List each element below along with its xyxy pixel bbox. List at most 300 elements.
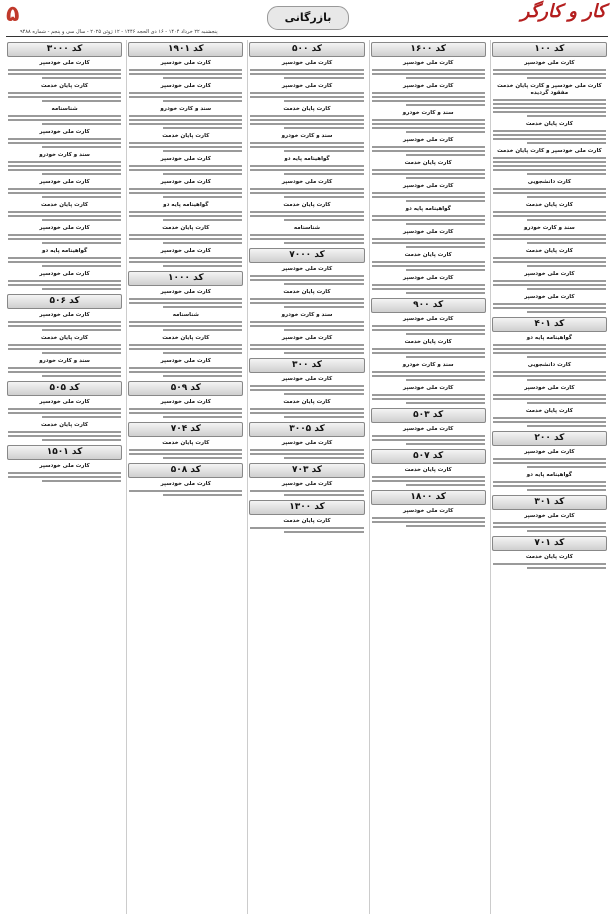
ad-text-line [372, 261, 485, 263]
ad-text-line [493, 284, 606, 286]
ad-text-line [406, 402, 485, 404]
ad-text-line [8, 257, 121, 259]
ad-text-line [493, 522, 606, 524]
classified-ad [372, 362, 485, 381]
ad-text-line [8, 261, 121, 263]
classified-ad [372, 183, 485, 202]
ad-title: گواهینامه پایه دو [284, 156, 330, 162]
classified-ad [493, 60, 606, 79]
ad-text-line [129, 69, 242, 71]
ad-text-line [493, 103, 606, 105]
ad-title: کارت ملی خودسپر [39, 312, 90, 318]
classified-ad [250, 83, 363, 102]
ad-text-line [8, 408, 121, 410]
classified-ad [8, 358, 121, 377]
ad-text-line [250, 142, 363, 144]
ad-text-line [493, 192, 606, 194]
ad-text-line [493, 280, 606, 282]
ad-text-line [493, 99, 606, 101]
ad-text-line [250, 325, 363, 327]
code-header: کد ۲۰۰ [492, 431, 607, 446]
ad-text-line [284, 173, 363, 175]
ad-text-line [8, 238, 121, 240]
ad-text-line [163, 219, 242, 221]
ad-text-line [406, 131, 485, 133]
code-header: کد ۴۰۱ [492, 317, 607, 332]
classified-ad [8, 179, 121, 198]
classified-ad [493, 121, 606, 144]
ad-title: کارت ملی خودسپر [281, 481, 333, 487]
ad-text-line [163, 196, 242, 198]
ad-text-line [372, 435, 485, 437]
ad-text-line [406, 77, 485, 79]
classified-ad [129, 225, 242, 244]
ad-text-line [250, 123, 363, 125]
ad-text-line [250, 302, 363, 304]
ad-text-line [42, 439, 121, 441]
ad-text-line [493, 303, 606, 305]
ad-title: کارت ملی خودسپر [281, 83, 333, 89]
ad-title: کارت ملی خودسپر [403, 60, 454, 66]
ad-title: گواهینامه پایه دو [526, 335, 573, 341]
code-header: کد ۵۰۰ [249, 42, 364, 57]
ad-text-line [527, 265, 606, 267]
ad-text-line [8, 321, 121, 323]
column-3 [247, 40, 365, 914]
page-number: ۵ [6, 2, 20, 27]
ad-text-line [8, 431, 121, 433]
classified-ad [372, 83, 485, 106]
ad-text-line [527, 530, 606, 532]
classified-ad [372, 339, 485, 358]
code-header: کد ۳۰۰۵ [249, 422, 364, 437]
ad-text-line [8, 119, 121, 121]
ad-text-line [493, 134, 606, 136]
ad-text-line [42, 77, 121, 79]
ad-text-line [250, 453, 363, 455]
ad-title: کارت پایان خدمت [283, 202, 331, 208]
ad-text-line [493, 421, 606, 423]
ad-text-line [372, 196, 485, 198]
ad-text-line [163, 329, 242, 331]
classified-ad [493, 335, 606, 358]
classified-ad [372, 252, 485, 271]
ad-text-line [250, 412, 363, 414]
classified-ad [129, 481, 242, 496]
ad-text-line [284, 416, 363, 418]
ad-text-line [372, 119, 485, 121]
ad-text-line [372, 517, 485, 519]
ad-text-line [8, 284, 121, 286]
classified-ad [129, 248, 242, 267]
ad-text-line [163, 457, 242, 459]
ad-text-line [527, 356, 606, 358]
ad-text-line [372, 375, 485, 377]
ad-title: کارت ملی خودسپر [403, 508, 454, 514]
ad-text-line [493, 462, 606, 464]
ad-text-line [493, 130, 606, 132]
ad-text-line [284, 306, 363, 308]
ad-text-line [8, 435, 121, 437]
ad-text-line [129, 408, 242, 410]
ad-text-line [493, 417, 606, 419]
ad-text-line [8, 348, 121, 350]
ad-title: کارت ملی خودسپر [403, 229, 454, 235]
ad-title: کارت ملی خودسپر [524, 449, 575, 455]
ad-text-line [42, 480, 121, 482]
ad-text-line [129, 234, 242, 236]
classified-ad [8, 60, 121, 79]
code-header: کد ۵۰۹ [128, 381, 243, 396]
ad-text-line [372, 69, 485, 71]
ad-title: سند و کارت خودرو [402, 362, 454, 368]
newspaper-logo: کار و کارگر [520, 1, 606, 22]
classified-ad [372, 160, 485, 179]
ad-text-line [527, 466, 606, 468]
classified-ad [493, 513, 606, 532]
classified-ad [250, 179, 363, 198]
code-header: کد ۷۰۰۰ [249, 248, 364, 263]
classified-ad [8, 106, 121, 125]
ad-text-line [8, 73, 121, 75]
ad-text-line [493, 73, 606, 75]
masthead-rule [6, 36, 608, 37]
ad-text-line [527, 219, 606, 221]
ad-text-line [493, 215, 606, 217]
ad-text-line [129, 449, 242, 451]
ad-text-line [493, 169, 606, 171]
ad-title: کارت ملی خودسپر [160, 60, 211, 66]
ad-text-line [372, 329, 485, 331]
ad-text-line [129, 92, 242, 94]
ad-title: کارت پایان خدمت [162, 133, 210, 139]
ad-text-line [42, 265, 121, 267]
code-header: کد ۵۰۸ [128, 463, 243, 478]
ad-text-line [493, 375, 606, 377]
classified-ad [372, 206, 485, 225]
code-header: کد ۱۰۰۰ [128, 271, 243, 286]
ad-title: کارت ملی خودسپر [403, 183, 454, 189]
ad-text-line [493, 481, 606, 483]
ad-text-line [493, 165, 606, 167]
column-4 [126, 40, 244, 914]
ad-text-line [129, 123, 242, 125]
classified-ad [8, 463, 121, 482]
ad-text-line [527, 311, 606, 313]
ad-text-line [42, 416, 121, 418]
ad-text-line [372, 215, 485, 217]
ad-title: کارت ملی خودسپر [403, 83, 454, 89]
ad-text-line [163, 100, 242, 102]
code-header: کد ۵۰۶ [7, 294, 122, 309]
ad-text-line [42, 329, 121, 331]
ad-text-line [406, 525, 485, 527]
classified-ad [372, 229, 485, 248]
ad-text-line [250, 188, 363, 190]
ad-text-line [493, 69, 606, 71]
ad-text-line [163, 150, 242, 152]
ad-title: کارت ملی خودسپر [160, 289, 211, 295]
ad-text-line [250, 408, 363, 410]
dateline: پنجشنبه ۲۲ خرداد ۱۴۰۴ - ۱۶ ذی الحجه ۱۴۴۶ - ۱۲ ژوئن ۲۰۲۵ - سال سی و پنجم - شماره ۹۴۸۸ [20, 29, 218, 35]
ad-text-line [493, 238, 606, 240]
ad-title: کارت پایان خدمت [41, 422, 89, 428]
ad-text-line [129, 165, 242, 167]
classified-ad [493, 83, 606, 117]
classified-ad [129, 106, 242, 129]
code-header: کد ۵۰۷ [371, 449, 486, 464]
ad-text-line [493, 111, 606, 113]
ad-title: کارت پایان خدمت [283, 518, 331, 524]
ad-text-line [129, 344, 242, 346]
ad-title: کارت پایان خدمت [41, 335, 89, 341]
ad-text-line [284, 283, 363, 285]
ad-title: کارت پایان خدمت [404, 252, 452, 258]
ad-title: کارت ملی خودسپر [403, 426, 454, 432]
ad-text-line [163, 306, 242, 308]
ad-text-line [372, 92, 485, 94]
ad-text-line [8, 161, 121, 163]
ad-text-line [372, 219, 485, 221]
ad-text-line [129, 261, 242, 263]
ad-text-line [129, 238, 242, 240]
ad-text-line [163, 127, 242, 129]
ad-title: کارت ملی خودسپر [39, 399, 90, 405]
classified-ad [129, 358, 242, 377]
ad-text-line [8, 215, 121, 217]
ad-text-line [406, 223, 485, 225]
ad-text-line [372, 169, 485, 171]
classified-ad [250, 60, 363, 79]
ad-text-line [406, 443, 485, 445]
classified-ad [493, 248, 606, 267]
code-header: کد ۱۶۰۰ [371, 42, 486, 57]
ad-text-line [372, 192, 485, 194]
ad-text-line [129, 73, 242, 75]
classified-ad [372, 60, 485, 79]
ad-title: کارت پایان خدمت [525, 248, 573, 254]
ad-title: سند و کارت خودرو [160, 106, 212, 112]
ad-title: کارت پایان خدمت [525, 554, 573, 560]
classified-ad [8, 248, 121, 267]
ad-title: کارت ملی خودسپر [281, 376, 333, 382]
ad-text-line [250, 279, 363, 281]
ad-text-line [129, 142, 242, 144]
ad-text-line [493, 348, 606, 350]
ad-title: کارت ملی خودسپر [39, 129, 90, 135]
ad-title: کارت پایان خدمت [283, 399, 331, 405]
ad-text-line [284, 219, 363, 221]
ad-text-line [406, 154, 485, 156]
ad-title: سند و کارت خودرو [281, 133, 333, 139]
classified-ad [250, 312, 363, 331]
ad-text-line [493, 398, 606, 400]
ad-text-line [493, 234, 606, 236]
classified-ad [129, 60, 242, 79]
ad-text-line [406, 200, 485, 202]
ad-title: کارت ملی خودسپر [524, 271, 575, 277]
classified-ad [250, 335, 363, 354]
ad-title: کارت ملی خودسپر [39, 463, 90, 469]
ad-text-line [527, 425, 606, 427]
ad-text-line [129, 169, 242, 171]
code-header: کد ۵۰۵ [7, 381, 122, 396]
ad-title: کارت ملی خودسپر [281, 266, 333, 272]
ad-text-line [163, 77, 242, 79]
ad-text-line [8, 367, 121, 369]
ad-text-line [129, 298, 242, 300]
ad-text-line [284, 329, 363, 331]
ad-title: کارت پایان خدمت [404, 160, 452, 166]
ad-text-line [284, 196, 363, 198]
ad-text-line [372, 150, 485, 152]
ad-title: کارت پایان خدمت [162, 440, 210, 446]
ad-text-line [372, 480, 485, 482]
code-header: کد ۱۹۰۱ [128, 42, 243, 57]
ad-text-line [372, 265, 485, 267]
ad-text-line [527, 288, 606, 290]
ad-text-line [372, 146, 485, 148]
classified-ad [493, 179, 606, 198]
ad-text-line [372, 127, 485, 129]
ad-text-line [250, 275, 363, 277]
ad-text-line [284, 352, 363, 354]
ad-title: کارت ملی خودسپر [160, 481, 211, 487]
ad-title: شناسنامه [51, 106, 78, 112]
code-header: کد ۳۰۰ [249, 358, 364, 373]
code-header: کد ۱۳۰۰ [249, 500, 364, 515]
ad-text-line [42, 288, 121, 290]
ad-text-line [250, 298, 363, 300]
classified-ad [372, 316, 485, 335]
code-header: کد ۵۰۳ [371, 408, 486, 423]
code-header: کد ۷۰۴ [128, 422, 243, 437]
ad-text-line [250, 389, 363, 391]
classified-ad [129, 156, 242, 175]
classified-ad [129, 312, 242, 331]
ad-text-line [250, 169, 363, 171]
ad-title: کارت پایان خدمت [41, 202, 89, 208]
ad-text-line [129, 325, 242, 327]
ad-title: کارت ملی خودسپر [281, 440, 333, 446]
ad-text-line [493, 107, 606, 109]
ad-title: کارت ملی خودسپر [160, 248, 211, 254]
ad-title: کارت ملی خودسپر [403, 385, 454, 391]
ad-text-line [129, 96, 242, 98]
ad-title: سند و کارت خودرو [524, 225, 575, 231]
ad-text-line [250, 69, 363, 71]
ad-title: کارت ملی خودسپر [281, 335, 333, 341]
ad-title: شناسنامه [172, 312, 199, 318]
ad-text-line [406, 484, 485, 486]
ad-text-line [284, 150, 363, 152]
ad-title: کارت ملی خودسپر [39, 179, 90, 185]
ad-text-line [8, 69, 121, 71]
ad-title: کارت دانشجویی [527, 362, 572, 368]
ad-text-line [42, 375, 121, 377]
masthead [0, 0, 614, 38]
ad-text-line [527, 489, 606, 491]
ad-title: کارت پایان خدمت [162, 225, 210, 231]
classified-ad [8, 271, 121, 290]
ad-text-line [493, 188, 606, 190]
ad-text-line [42, 173, 121, 175]
ad-text-line [8, 165, 121, 167]
ad-text-line [284, 531, 363, 533]
ad-text-line [42, 242, 121, 244]
column-5 [6, 40, 123, 914]
classified-ad [8, 83, 121, 102]
ad-text-line [284, 242, 363, 244]
ad-text-line [372, 173, 485, 175]
ad-text-line [129, 367, 242, 369]
classified-columns [6, 40, 608, 914]
ad-text-line [372, 352, 485, 354]
ad-text-line [493, 211, 606, 213]
classified-ad [250, 481, 363, 496]
ad-title: کارت پایان خدمت [525, 121, 573, 127]
ad-text-line [493, 344, 606, 346]
ad-title: کارت پایان خدمت [283, 106, 331, 112]
ad-text-line [493, 371, 606, 373]
classified-ad [8, 312, 121, 331]
code-header: کد ۱۵۰۱ [7, 445, 122, 460]
ad-text-line [493, 138, 606, 140]
ad-title: کارت ملی خودسپر [524, 60, 575, 66]
ad-title: کارت پایان خدمت [525, 408, 573, 414]
ad-text-line [129, 115, 242, 117]
classified-ad [372, 508, 485, 527]
ad-text-line [284, 457, 363, 459]
classified-ad [250, 289, 363, 308]
ad-text-line [372, 242, 485, 244]
ad-text-line [493, 161, 606, 163]
ad-text-line [250, 321, 363, 323]
classified-ad [8, 422, 121, 441]
ad-text-line [129, 302, 242, 304]
ad-title: سند و کارت خودرو [39, 152, 90, 158]
ad-text-line [372, 521, 485, 523]
ad-text-line [406, 379, 485, 381]
classified-ad [372, 426, 485, 445]
ad-text-line [129, 119, 242, 121]
ad-title: کارت پایان خدمت [404, 467, 452, 473]
code-header: کد ۱۸۰۰ [371, 490, 486, 505]
ad-text-line [250, 119, 363, 121]
ad-title: کارت ملی خودسپر [39, 271, 90, 277]
classified-ad [372, 275, 485, 294]
ad-text-line [42, 352, 121, 354]
ad-text-line [250, 348, 363, 350]
ad-text-line [42, 100, 121, 102]
classified-ad [250, 225, 363, 244]
ad-title: کارت پایان خدمت [525, 202, 573, 208]
code-header: کد ۱۰۰ [492, 42, 607, 57]
classified-ad [250, 440, 363, 459]
ad-text-line [284, 77, 363, 79]
ad-text-line [8, 234, 121, 236]
ad-text-line [250, 211, 363, 213]
ad-text-line [493, 157, 606, 159]
ad-title: کارت ملی خودسپر [403, 316, 454, 322]
ad-text-line [129, 453, 242, 455]
ad-text-line [129, 490, 242, 492]
ad-text-line [527, 379, 606, 381]
ad-text-line [8, 325, 121, 327]
classified-ad [493, 449, 606, 468]
ad-text-line [42, 219, 121, 221]
ad-text-line [129, 412, 242, 414]
